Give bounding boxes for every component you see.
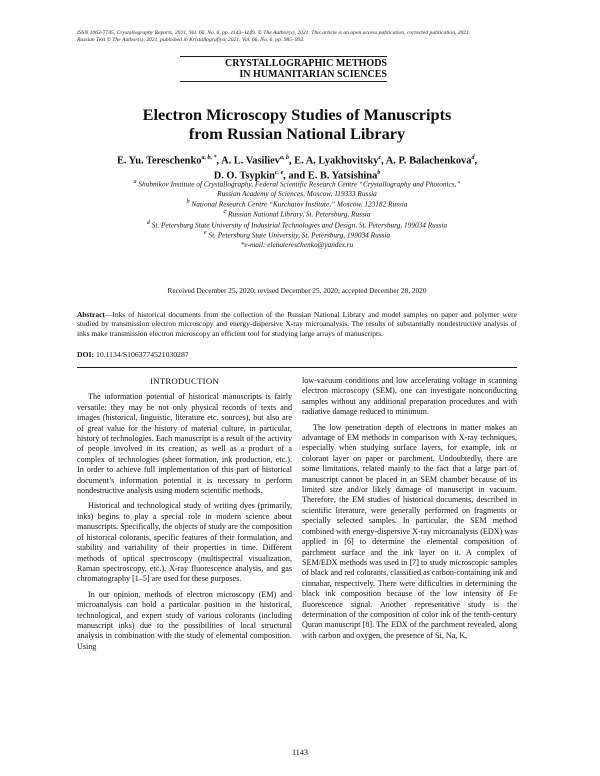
- journal-header-line-1: ISSN 1063-7745, Crystallography Reports, 2021, Vol. 66, No. 6, pp. 1143–1149. © The Author(s), 2021. This article is an open access publication, corrected publication, 2021.: [77, 30, 471, 36]
- affiliation-line: $^b$ National Research Centre “Kurchatov Institute,” Moscow, 123182 Russia: [186, 198, 408, 209]
- affiliation-line: $^a$ Shubnikov Institute of Crystallography, Federal Scientific Research Centre “Crystallography and Photonics,”: [133, 179, 461, 189]
- doi-link[interactable]: 10.1134/S1063774521030287: [96, 350, 189, 359]
- author-email[interactable]: *e-mail: elenatereschenko@yandex.ru: [240, 239, 354, 249]
- paragraph: In our opinion, methods of electron microscopy (EM) and microanalysis can hold a particular position in the historical, technological, and expert study of various colorants (including manuscript inks) due to the possibilities of local structural analysis in combination with the study of elemental composition. Using: [77, 589, 292, 651]
- section-heading: [180, 59, 387, 80]
- introduction-heading: INTRODUCTION: [150, 376, 219, 386]
- author-name: A. L. Vasiliev: [221, 155, 280, 167]
- author-affil-marks: a, b, *: [201, 155, 217, 161]
- article-title: [77, 105, 517, 143]
- author-separator: ,: [474, 155, 478, 167]
- journal-header-line-2: Russian Text © The Author(s), 2021, published in Kristallografiya, 2021, Vol. 66, No. 6, pp. 985–992.: [77, 37, 305, 44]
- abstract: [77, 310, 517, 338]
- section-bottom-rule: [180, 81, 387, 82]
- section-top-rule: [180, 56, 387, 57]
- author-affil-marks: b: [377, 170, 381, 177]
- paragraph: Historical and technological study of writing dyes (primarily, inks) begins to play a special role in modern science about manuscripts. Specifically, the objects of study are the composition of historical colorants, specific features of their formulation, and stability and variability of their properties in time. Different methods of optical spectroscopy (multispectral visualization, Raman spectroscopy, etc.), X-ray fluorescence analysis, and gas chromatography [1–5] are used for these purposes.: [77, 501, 292, 584]
- abstract-divider: [77, 367, 517, 368]
- title-line-1: Electron Microscopy Studies of Manuscripts: [142, 105, 452, 124]
- title-line-2: from Russian National Library: [188, 124, 406, 143]
- author-name: E. Yu. Tereschenko: [116, 155, 202, 167]
- received-dates: Received December 25, 2020; revised December 25, 2020; accepted December 28, 2020: [167, 286, 427, 295]
- column-right: [302, 376, 517, 646]
- author-separator: ,: [381, 155, 386, 167]
- section-heading-line-1: CRYSTALLOGRAPHIC METHODS: [225, 58, 387, 69]
- author-name: E. A. Lyakhovitsky: [294, 155, 379, 167]
- doi: [77, 350, 517, 359]
- affiliation-line: $^c$ Russian National Library, St. Petersburg, Russia: [223, 209, 371, 219]
- author-name: A. P. Balachenkova: [385, 155, 472, 167]
- paragraph: The low penetration depth of electrons in matter makes an advantage of EM methods in comparison with X-ray techniques, especially when studying surface layers, for example, ink or colorant layer on paper or parchment. Undoubtedly, there are some limitations, related mainly to the fact that a large part of manuscript cannot be placed in an SEM chamber because of its limited size and/or likely damage of manuscript in vacuum. Therefore, the EM studies of historical documents, described in scientific literature, were generally performed on fragments or specially selected samples. In particular, the SEM method combined with energy-dispersive X-ray microanalysis (EDX) was applied in [6] to determine the elemental composition of parchment surface and the ink layer on it. A complex of SEM/EDX methods was used in [7] to study microscopic samples of black and red colorants, classified as carbon-containing ink and cinnabar, respectively. There were difficulties in determining the black ink composition because of the low intensity of Fe fluorescence signal. Another representative study is the determination of the composition of color ink of the tenth-century Quran manuscript [8]. The EDX of the parchment revealed, along with carbon and oxygen, the presence of Si, Na, K,: [302, 422, 517, 640]
- author-affil-marks: c, e: [274, 170, 284, 177]
- page-number: 1143: [291, 748, 309, 757]
- author-separator: ,: [216, 155, 222, 167]
- affiliation-line: $^e$ St. Petersburg State University, St. Petersburg, 199034 Russia: [203, 230, 391, 240]
- journal-header: [77, 30, 537, 45]
- paragraph: The information potential of historical manuscripts is fairly versatile: they may be not only physical records of texts and images (historical, linguistic, literature etc. sources), but also are of great value for the history of material culture, in particular, history of technologies. Each manuscript is a result of the activity of people involved in its creation, as well as a product of a complex of technologies (sheet formation, ink production, etc.). In order to achieve full implementation of this part of historical document’s information potential it is necessary to perform nondestructive analysis using modern scientific methods.: [77, 392, 292, 496]
- author-separator: ,: [288, 155, 295, 167]
- doi-label: DOI:: [77, 350, 95, 359]
- paragraph: low-vacuum conditions and low accelerating voltage in scanning electron microscopy (SEM), one can investigate nonconducting samples without any additional preparation procedures and with radiative damage reduced to minimum.: [302, 376, 517, 417]
- affiliations: [77, 178, 517, 249]
- author-line-1: [77, 152, 517, 167]
- section-heading-line-2: IN HUMANITARIAN SCIENCES: [239, 68, 387, 80]
- abstract-text: —Inks of historical documents from the collection of the Russian National Library and model samples on paper and polymer were studied by transmission electron microscopy and energy-dispersive X-ray microanalysis. The results of substantially nondestructive analysis of inks make transmission electron microscopy an efficient tool for studying large arrays of manuscripts.: [77, 310, 517, 338]
- author-name: E. B. Yatsishina: [307, 170, 378, 182]
- column-left: [77, 376, 292, 657]
- affiliation-line: $^d$ St. Petersburg State University of Industrial Technologies and Design, St. Petersburg, 199034 Russia: [146, 219, 448, 230]
- author-affil-marks: c: [378, 155, 382, 161]
- author-affil-marks: d: [471, 155, 475, 161]
- author-separator: , and: [283, 170, 308, 182]
- abstract-label: Abstract: [77, 310, 105, 319]
- author-affil-marks: a, b: [279, 155, 289, 161]
- author-name: D. O. Tsypkin: [213, 170, 275, 182]
- affiliation-line: Russian Academy of Sciences, Moscow, 119333 Russia: [217, 188, 377, 198]
